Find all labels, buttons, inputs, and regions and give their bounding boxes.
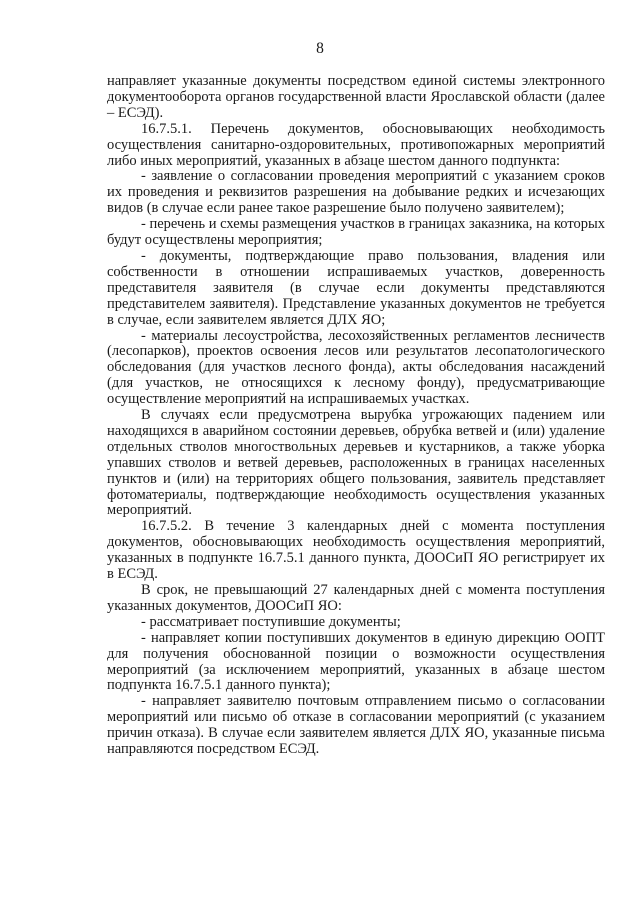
paragraph-felling-cases: В случаях если предусмотрена вырубка угрожающих падением или находящихся в аварийном состоянии деревьев, обрубка ветвей и (или) удаление отдельных стволов многоствольных деревьев и кустарников, а также уборка упавших стволов и ветвей деревьев, расположенных в границах населенных пунктов и (или) на территориях общего пользования, заявитель представляет фотоматериалы, подтверждающие необходимость осуществления указанных мероприятий.: [107, 407, 605, 519]
page-number: 8: [316, 40, 324, 57]
list-item-send-letter: - направляет заявителю почтовым отправлением письмо о согласовании мероприятий или письмо об отказе в согласовании мероприятий (с указанием причин отказа). В случае если заявителем является ДЛХ ЯО, указанные письма направляются посредством ЕСЭД.: [107, 693, 605, 758]
document-body: [107, 74, 605, 758]
list-item-application: - заявление о согласовании проведения мероприятий с указанием сроков их проведения и реквизитов разрешения на добывание редких и исчезающих видов (в случае если ранее такое разрешение было получено заявителем);: [107, 168, 605, 217]
list-item-review: - рассматривает поступившие документы;: [141, 613, 401, 630]
list-item-site-schemes: - перечень и схемы размещения участков в границах заказника, на которых будут осуществлены мероприятия;: [107, 216, 605, 249]
paragraph-continuation: направляет указанные документы посредством единой системы электронного документооборота органов государственной власти Ярославской области (далее – ЕСЭД).: [107, 73, 605, 121]
list-item-send-copies: - направляет копии поступивших документов в единую дирекцию ООПТ для получения обоснованной позиции о возможности осуществления мероприятий (за исключением мероприятий, указанных в абзаце шестом подпункта 16.7.5.1 данного пункта);: [107, 629, 605, 694]
paragraph-16-7-5-1: 16.7.5.1. Перечень документов, обосновывающих необходимость осуществления санитарно-оздоровительных, противопожарных мероприятий либо иных мероприятий, указанных в абзаце шестом данного подпункта:: [107, 120, 605, 169]
list-item-ownership-documents: - документы, подтверждающие право пользования, владения или собственности в отношении испрашиваемых участков, доверенность представителя заявителя (в случае если документы представляются представителем заявителя). Представление указанных документов не требуется в случае, если заявителем является ДЛХ ЯО;: [107, 247, 605, 328]
paragraph-16-7-5-2: 16.7.5.2. В течение 3 календарных дней с момента поступления документов, обосновывающих необходимость осуществления мероприятий, указанных в подпункте 16.7.5.1 данного пункта, ДООСиП ЯО регистрирует их в ЕСЭД.: [107, 518, 605, 583]
paragraph-deadline: В срок, не превышающий 27 календарных дней с момента поступления указанных документов, ДООСиП ЯО:: [107, 582, 605, 614]
list-item-forestry-materials: - материалы лесоустройства, лесохозяйственных регламентов лесничеств (лесопарков), проектов освоения лесов или результатов лесопатологического обследования (для участков лесного фонда), акты обследования насаждений (для участков, не относящихся к лесному фонду), предусматривающие осуществление мероприятий на испрашиваемых участках.: [107, 327, 605, 408]
